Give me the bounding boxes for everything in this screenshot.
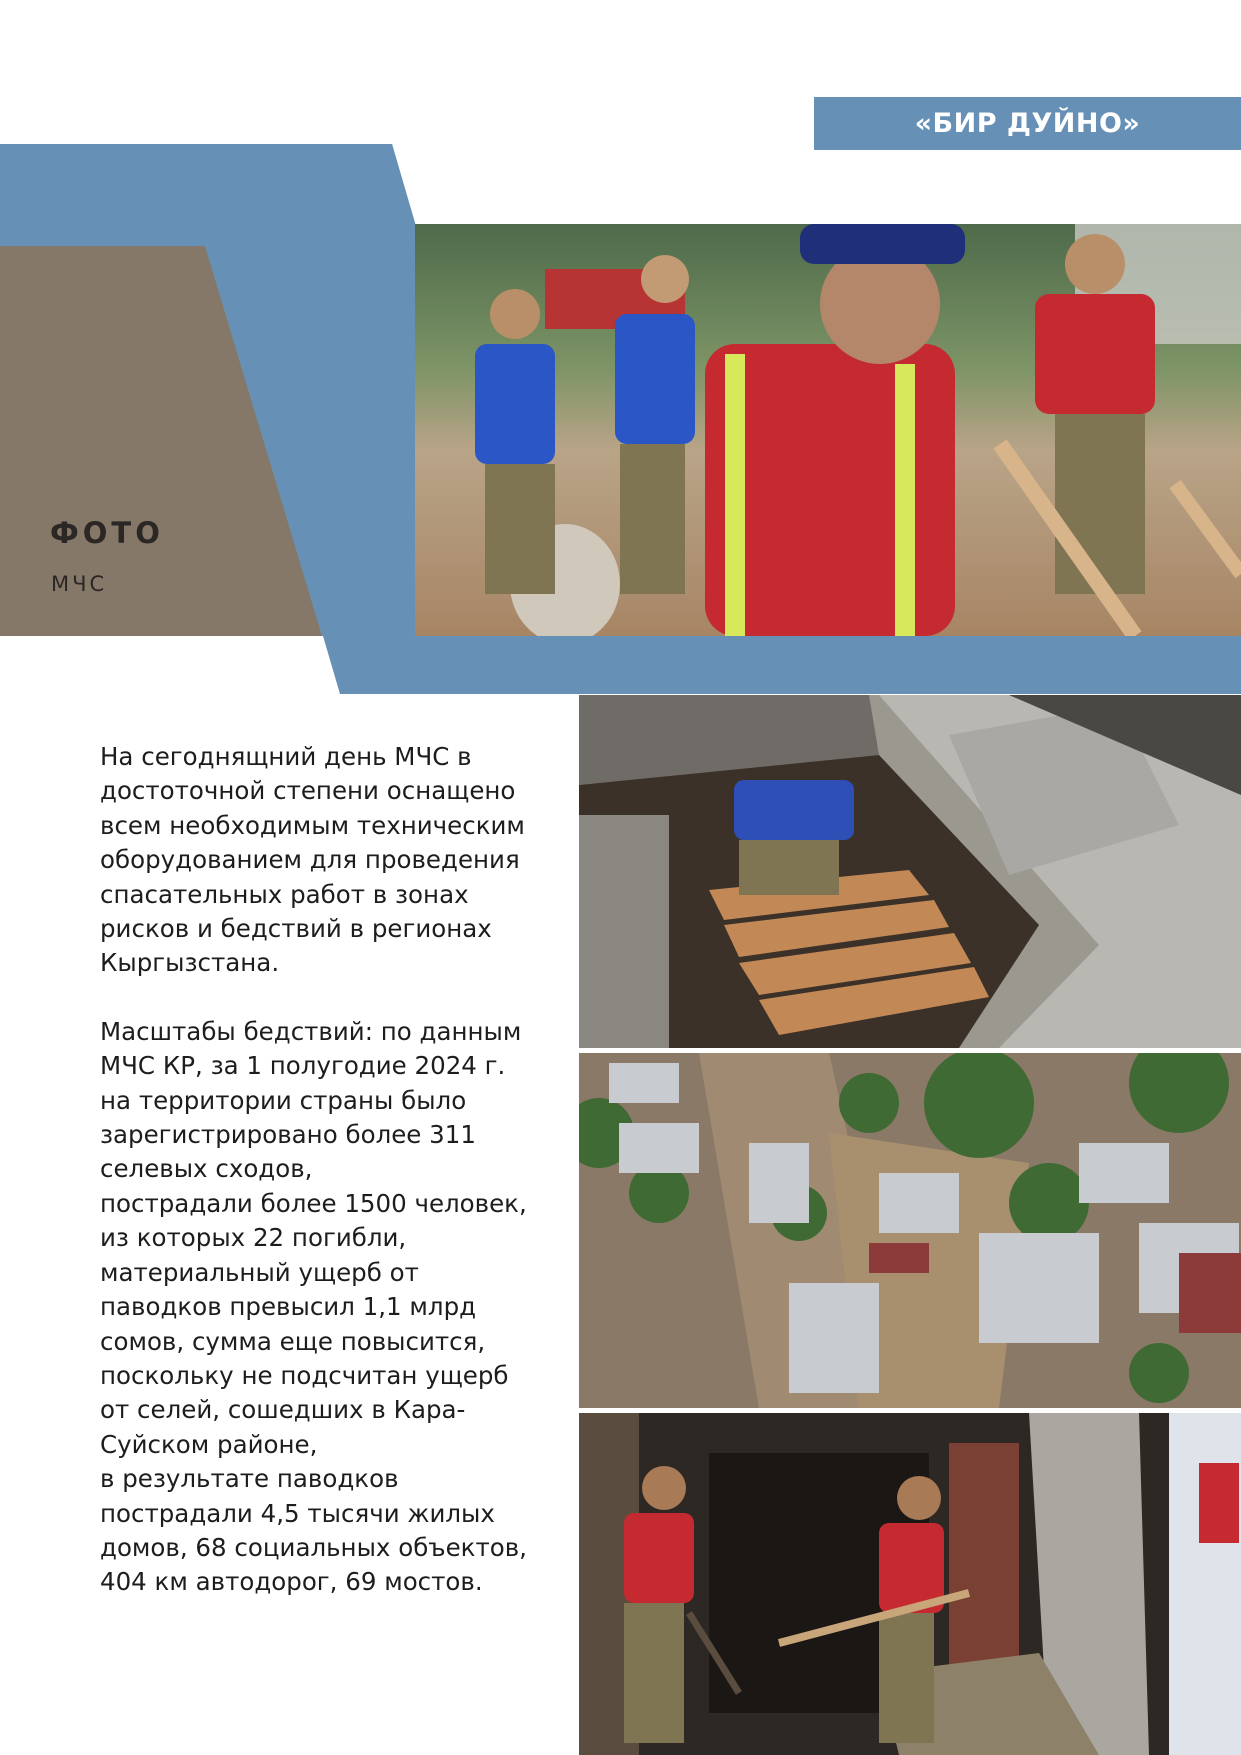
blue-band-upper-fill — [0, 144, 415, 224]
paragraph-equipment: На сегоднящний день МЧС в достоточной степени оснащено всем необходимым техническим оборудованием для проведения спасательных работ в зонах рисков и бедствий в регионах Кыргызстана. — [100, 742, 525, 978]
photo-credit-source: МЧС — [51, 572, 108, 596]
article-body — [100, 740, 560, 1600]
aerial-flood-photo — [579, 1053, 1241, 1408]
basement-stairs-photo — [579, 695, 1241, 1048]
paragraph-disaster-scale: Масштабы бедствий: по данным МЧС КР, за 1 полугодие 2024 г. на территории страны было зарегистрировано более 311 селевых сходов, пострадали более 1500 человек, из которых 22 погибли, материальный ущерб от паводков превысил 1,1 млрд сомов, сумма еще повысится, поскольку не подсчитан ущерб от селей, сошедших в Кара- Суйском районе, в результате паводков пострадали 4,5 тысячи жилых домов, 68 социальных объектов, 404 км автодорог, 69 мостов. — [100, 1016, 527, 1597]
photo-credit-title: ФОТО — [50, 516, 164, 550]
mud-cleanup-photo — [579, 1413, 1241, 1755]
rescue-workers-photo — [415, 224, 1241, 636]
header-tag: «БИР ДУЙНО» — [814, 97, 1241, 150]
